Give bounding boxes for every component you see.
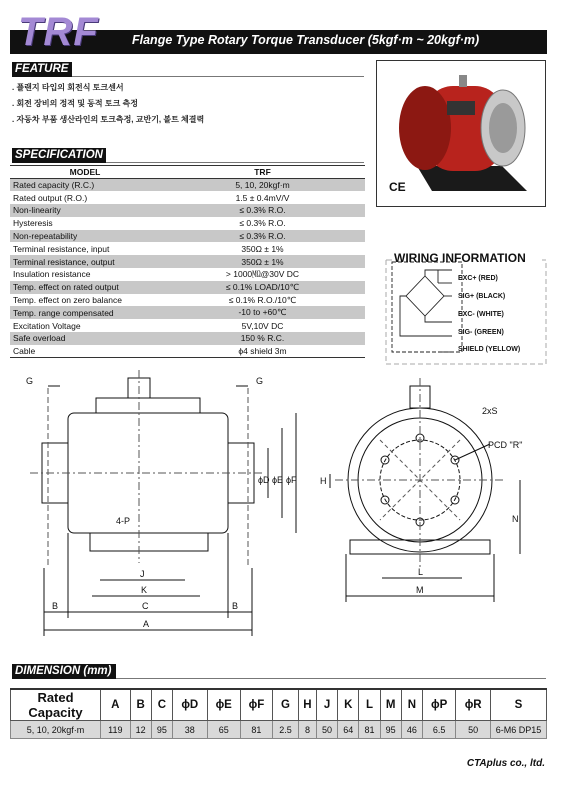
dim-header-cell: ϕD bbox=[173, 689, 208, 721]
dim-label-4p: 4-P bbox=[116, 516, 131, 526]
spec-row bbox=[10, 306, 365, 319]
technical-drawing bbox=[0, 368, 567, 658]
dim-label-phi-f: ϕF bbox=[286, 475, 297, 485]
spec-row bbox=[10, 319, 365, 332]
spec-row bbox=[10, 242, 365, 255]
product-logo: TRF bbox=[18, 10, 99, 54]
dim-value-cell: 95 bbox=[380, 721, 401, 739]
dim-value-cell: 5, 10, 20kgf·m bbox=[11, 721, 101, 739]
wire-label-sig-minus: SIG- (GREEN) bbox=[458, 329, 504, 336]
spec-param: Temp. effect on rated output bbox=[10, 281, 160, 294]
ce-mark: CE bbox=[389, 180, 406, 194]
spec-param: Temp. range compensated bbox=[10, 306, 160, 319]
dim-header-cell: S bbox=[491, 689, 547, 721]
spec-param: Terminal resistance, output bbox=[10, 255, 160, 268]
dim-label-c: C bbox=[142, 601, 149, 611]
dim-value-cell: 81 bbox=[359, 721, 380, 739]
dim-value-cell: 95 bbox=[151, 721, 172, 739]
dim-label-g-right: G bbox=[256, 376, 264, 386]
spec-row bbox=[10, 191, 365, 204]
spec-value: 350Ω ± 1% bbox=[241, 243, 284, 254]
dim-value-cell: 50 bbox=[456, 721, 491, 739]
dim-header-cell: C bbox=[151, 689, 172, 721]
spec-row bbox=[10, 332, 365, 345]
spec-value: 5, 10, 20kgf·m bbox=[160, 179, 365, 192]
spec-value: 150 % R.C. bbox=[160, 332, 365, 345]
dim-label-pcd: PCD "R" bbox=[488, 440, 523, 450]
dim-label-phi-e: ϕE bbox=[272, 475, 284, 485]
spec-param: Rated output (R.O.) bbox=[13, 192, 88, 203]
dim-header-cell: H bbox=[298, 689, 316, 721]
dim-value-cell: 50 bbox=[316, 721, 337, 739]
dim-label-g-left: G bbox=[26, 376, 34, 386]
spec-value: 5V,10V DC bbox=[241, 320, 284, 331]
dim-header-cell: G bbox=[272, 689, 298, 721]
spec-table bbox=[10, 165, 365, 358]
product-photo-frame bbox=[376, 60, 546, 207]
spec-value: ≤ 0.3% R.O. bbox=[239, 218, 286, 229]
wire-label-shield: SHIELD (YELLOW) bbox=[458, 346, 521, 353]
feature-item: . 자동차 부품 생산라인의 토크측정, 교반기, 볼트 체결력 bbox=[12, 115, 205, 124]
spec-header-trf: TRF bbox=[160, 166, 365, 179]
spec-param: Rated capacity (R.C.) bbox=[10, 179, 160, 192]
spec-row bbox=[10, 281, 365, 294]
spec-value: 350Ω ± 1% bbox=[160, 255, 365, 268]
dim-value-cell: 8 bbox=[298, 721, 316, 739]
dim-value-cell: 6.5 bbox=[423, 721, 456, 739]
dim-header-cell: M bbox=[380, 689, 401, 721]
spec-row bbox=[10, 255, 365, 268]
spec-header-model: MODEL bbox=[10, 166, 160, 179]
spec-value: > 1000㏁@30V DC bbox=[225, 269, 300, 280]
dim-label-h: H bbox=[320, 476, 327, 486]
dim-value-cell: 38 bbox=[173, 721, 208, 739]
spec-row bbox=[10, 294, 365, 307]
spec-divider bbox=[106, 162, 364, 163]
dim-header-cell: L bbox=[359, 689, 380, 721]
dimension-table bbox=[10, 688, 547, 739]
feature-item: . 회전 장비의 정적 및 동적 토크 측정 bbox=[12, 99, 138, 108]
spec-param: Safe overload bbox=[10, 332, 160, 345]
spec-value: -10 to +60℃ bbox=[160, 306, 365, 319]
spec-row bbox=[10, 345, 365, 358]
page-title: Flange Type Rotary Torque Transducer (5kgf·m ~ 20kgf·m) bbox=[132, 33, 480, 47]
dim-header-cell: A bbox=[101, 689, 131, 721]
dim-header-cell: ϕF bbox=[240, 689, 272, 721]
dim-label-l: L bbox=[418, 567, 424, 577]
dim-label-k: K bbox=[141, 585, 148, 595]
wire-label-exc-minus: EXC- (WHITE) bbox=[458, 311, 504, 318]
spec-param: Insulation resistance bbox=[13, 269, 91, 280]
dim-header-cell: K bbox=[338, 689, 359, 721]
spec-row bbox=[10, 204, 365, 217]
dim-header-cell: ϕR bbox=[456, 689, 491, 721]
dimension-heading: DIMENSION (mm) bbox=[12, 664, 116, 679]
dim-header-cell: J bbox=[316, 689, 337, 721]
spec-value: ϕ4 shield 3m bbox=[160, 345, 365, 358]
spec-param: Terminal resistance, input bbox=[13, 243, 110, 254]
spec-value: 1.5 ± 0.4mV/V bbox=[235, 192, 290, 203]
spec-row bbox=[10, 217, 365, 230]
dim-label-m: M bbox=[416, 585, 424, 595]
spec-row bbox=[10, 179, 365, 192]
dim-label-b-right: B bbox=[232, 601, 239, 611]
dim-label-2xs: 2xS bbox=[482, 406, 498, 416]
spec-row bbox=[10, 268, 365, 281]
dim-value-cell: 2.5 bbox=[272, 721, 298, 739]
product-photo bbox=[377, 61, 545, 206]
dim-value-cell: 6-M6 DP15 bbox=[491, 721, 547, 739]
dim-header-cell: N bbox=[401, 689, 422, 721]
spec-value: ≤ 0.3% R.O. bbox=[160, 204, 365, 217]
spec-param: Non-linearity bbox=[10, 204, 160, 217]
spec-value: ≤ 0.3% R.O. bbox=[160, 230, 365, 243]
dim-header-cell: ϕE bbox=[207, 689, 240, 721]
dim-header-cell: B bbox=[130, 689, 151, 721]
feature-heading: FEATURE bbox=[12, 62, 72, 77]
spec-row bbox=[10, 230, 365, 243]
dim-label-a: A bbox=[143, 619, 150, 629]
dim-label-j: J bbox=[140, 569, 145, 579]
dim-value-cell: 46 bbox=[401, 721, 422, 739]
feature-item: . 플랜지 타입의 회전식 토크센서 bbox=[12, 83, 124, 92]
company-name: CTAplus co., ltd. bbox=[466, 758, 545, 769]
spec-value: ≤ 0.1% R.O./10℃ bbox=[228, 294, 297, 305]
feature-divider bbox=[72, 76, 364, 77]
bridge-diagram bbox=[392, 262, 462, 352]
dim-value-cell: 65 bbox=[207, 721, 240, 739]
dim-label-b-left: B bbox=[52, 601, 59, 611]
dim-label-n: N bbox=[512, 514, 519, 524]
spec-param: Temp. effect on zero balance bbox=[13, 295, 122, 306]
dim-label-phi-d: ϕD bbox=[258, 475, 270, 485]
dim-value-cell: 64 bbox=[338, 721, 359, 739]
spec-param: Non-repeatability bbox=[10, 230, 160, 243]
wire-label-sig-plus: SIG+ (BLACK) bbox=[458, 293, 506, 300]
spec-param: Excitation Voltage bbox=[13, 320, 81, 331]
dim-header-cell: Rated Capacity bbox=[11, 689, 101, 721]
spec-param: Hysteresis bbox=[13, 218, 53, 229]
spec-heading: SPECIFICATION bbox=[12, 148, 106, 163]
dim-value-cell: 12 bbox=[130, 721, 151, 739]
wire-label-exc-plus: EXC+ (RED) bbox=[458, 275, 498, 282]
spec-param: Cable bbox=[10, 345, 160, 358]
dim-value-cell: 119 bbox=[101, 721, 131, 739]
dim-header-cell: ϕP bbox=[423, 689, 456, 721]
dim-value-cell: 81 bbox=[240, 721, 272, 739]
spec-value: ≤ 0.1% LOAD/10℃ bbox=[160, 281, 365, 294]
wiring-title: WIRING INFORMATION bbox=[394, 251, 526, 265]
dimension-divider bbox=[116, 678, 546, 679]
